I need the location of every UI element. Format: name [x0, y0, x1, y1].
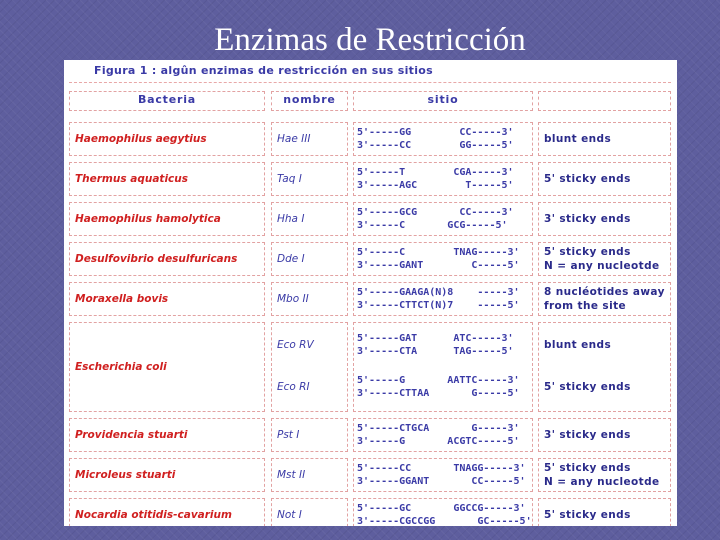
site-strand: 5'-----GG CC-----3': [357, 127, 514, 138]
bacteria-name: Providencia stuarti: [69, 418, 265, 452]
site-strand: 3'-----CC GG-----5': [357, 140, 514, 151]
enzyme-name: Mbo II: [277, 293, 309, 305]
end-type-note: [540, 461, 671, 489]
enzyme-name: Eco RV: [277, 339, 314, 351]
slide-title: Enzimas de Restricción: [214, 22, 526, 58]
note-line: N = any nucleotde: [544, 260, 660, 272]
enzyme-name: Pst I: [277, 429, 300, 441]
end-type-note: [540, 245, 671, 273]
site-strand: 3'-----CTTAA G-----5': [357, 388, 520, 399]
header-notes: [538, 91, 671, 111]
end-type-note: [540, 501, 671, 526]
header-bacteria: Bacteria: [69, 91, 265, 111]
site-strand: 3'-----AGC T-----5': [357, 180, 514, 191]
site-strand: 5'-----G AATTC-----3': [357, 375, 520, 386]
note-line: from the site: [544, 300, 627, 312]
header-sitio: sitio: [353, 91, 533, 111]
site-strand: 3'-----CGCCGG GC-----5': [357, 516, 532, 526]
bacteria-name: Haemophilus hamolytica: [69, 202, 265, 236]
bacteria-name: Thermus aquaticus: [69, 162, 265, 196]
site-strand: 5'-----GAAGA(N)8 -----3': [357, 287, 520, 298]
caption-rule: [69, 82, 671, 83]
note-line: 3' sticky ends: [544, 213, 631, 225]
recognition-site: [355, 421, 531, 449]
enzyme-name: Taq I: [277, 173, 302, 185]
enzyme-name: Not I: [277, 509, 302, 521]
recognition-site: [355, 461, 531, 489]
bacteria-name: Escherichia coli: [69, 322, 265, 412]
recognition-site: [355, 165, 531, 193]
recognition-site: [355, 370, 531, 404]
end-type-note: [540, 370, 671, 404]
enzyme-name: Hha I: [277, 213, 305, 225]
figure-caption: Figura 1 : algûn enzimas de restricción en sus sitios: [94, 64, 433, 77]
header-nombre: nombre: [271, 91, 348, 111]
note-line: 5' sticky ends: [544, 462, 631, 474]
site-strand: 5'-----CC TNAGG-----3': [357, 463, 526, 474]
bacteria-name: Microleus stuarti: [69, 458, 265, 492]
bacteria-name: Nocardia otitidis-cavarium: [69, 498, 265, 526]
site-strand: 5'-----GAT ATC-----3': [357, 333, 514, 344]
recognition-site: [355, 205, 531, 233]
site-strand: 5'-----GC GGCCG-----3': [357, 503, 526, 514]
site-strand: 5'-----C TNAG-----3': [357, 247, 520, 258]
recognition-site: [355, 328, 531, 362]
note-line: blunt ends: [544, 339, 612, 351]
site-strand: 3'-----GANT C-----5': [357, 260, 520, 271]
site-strand: 5'-----T CGA-----3': [357, 167, 514, 178]
recognition-site: [355, 245, 531, 273]
end-type-note: [540, 165, 671, 193]
site-strand: 3'-----CTTCT(N)7 -----5': [357, 300, 520, 311]
note-line: 5' sticky ends: [544, 173, 631, 185]
bacteria-name: Moraxella bovis: [69, 282, 265, 316]
recognition-site: [355, 125, 531, 153]
bacteria-name: Haemophilus aegytius: [69, 122, 265, 156]
note-line: N = any nucleotde: [544, 476, 660, 488]
note-line: 5' sticky ends: [544, 246, 631, 258]
recognition-site: [355, 285, 531, 313]
recognition-site: [355, 501, 531, 526]
site-strand: 5'-----CTGCA G-----3': [357, 423, 520, 434]
enzyme-name: Eco RI: [277, 381, 310, 393]
site-strand: 3'-----CTA TAG-----5': [357, 346, 514, 357]
end-type-note: [540, 205, 671, 233]
end-type-note: [540, 125, 671, 153]
enzyme-name: Dde I: [277, 253, 305, 265]
end-type-note: [540, 328, 671, 362]
enzyme-name: Hae III: [277, 133, 311, 145]
site-strand: 3'-----G ACGTC-----5': [357, 436, 520, 447]
note-line: 8 nucléotides away: [544, 286, 665, 298]
note-line: 3' sticky ends: [544, 429, 631, 441]
bacteria-name: Desulfovibrio desulfuricans: [69, 242, 265, 276]
restriction-enzyme-figure: [64, 60, 677, 526]
end-type-note: [540, 421, 671, 449]
note-line: 5' sticky ends: [544, 381, 631, 393]
note-line: 5' sticky ends: [544, 509, 631, 521]
site-strand: 5'-----GCG CC-----3': [357, 207, 514, 218]
enzyme-name: Mst II: [277, 469, 306, 481]
note-line: blunt ends: [544, 133, 612, 145]
site-strand: 3'-----C GCG-----5': [357, 220, 508, 231]
end-type-note: [540, 285, 671, 313]
site-strand: 3'-----GGANT CC-----5': [357, 476, 526, 487]
